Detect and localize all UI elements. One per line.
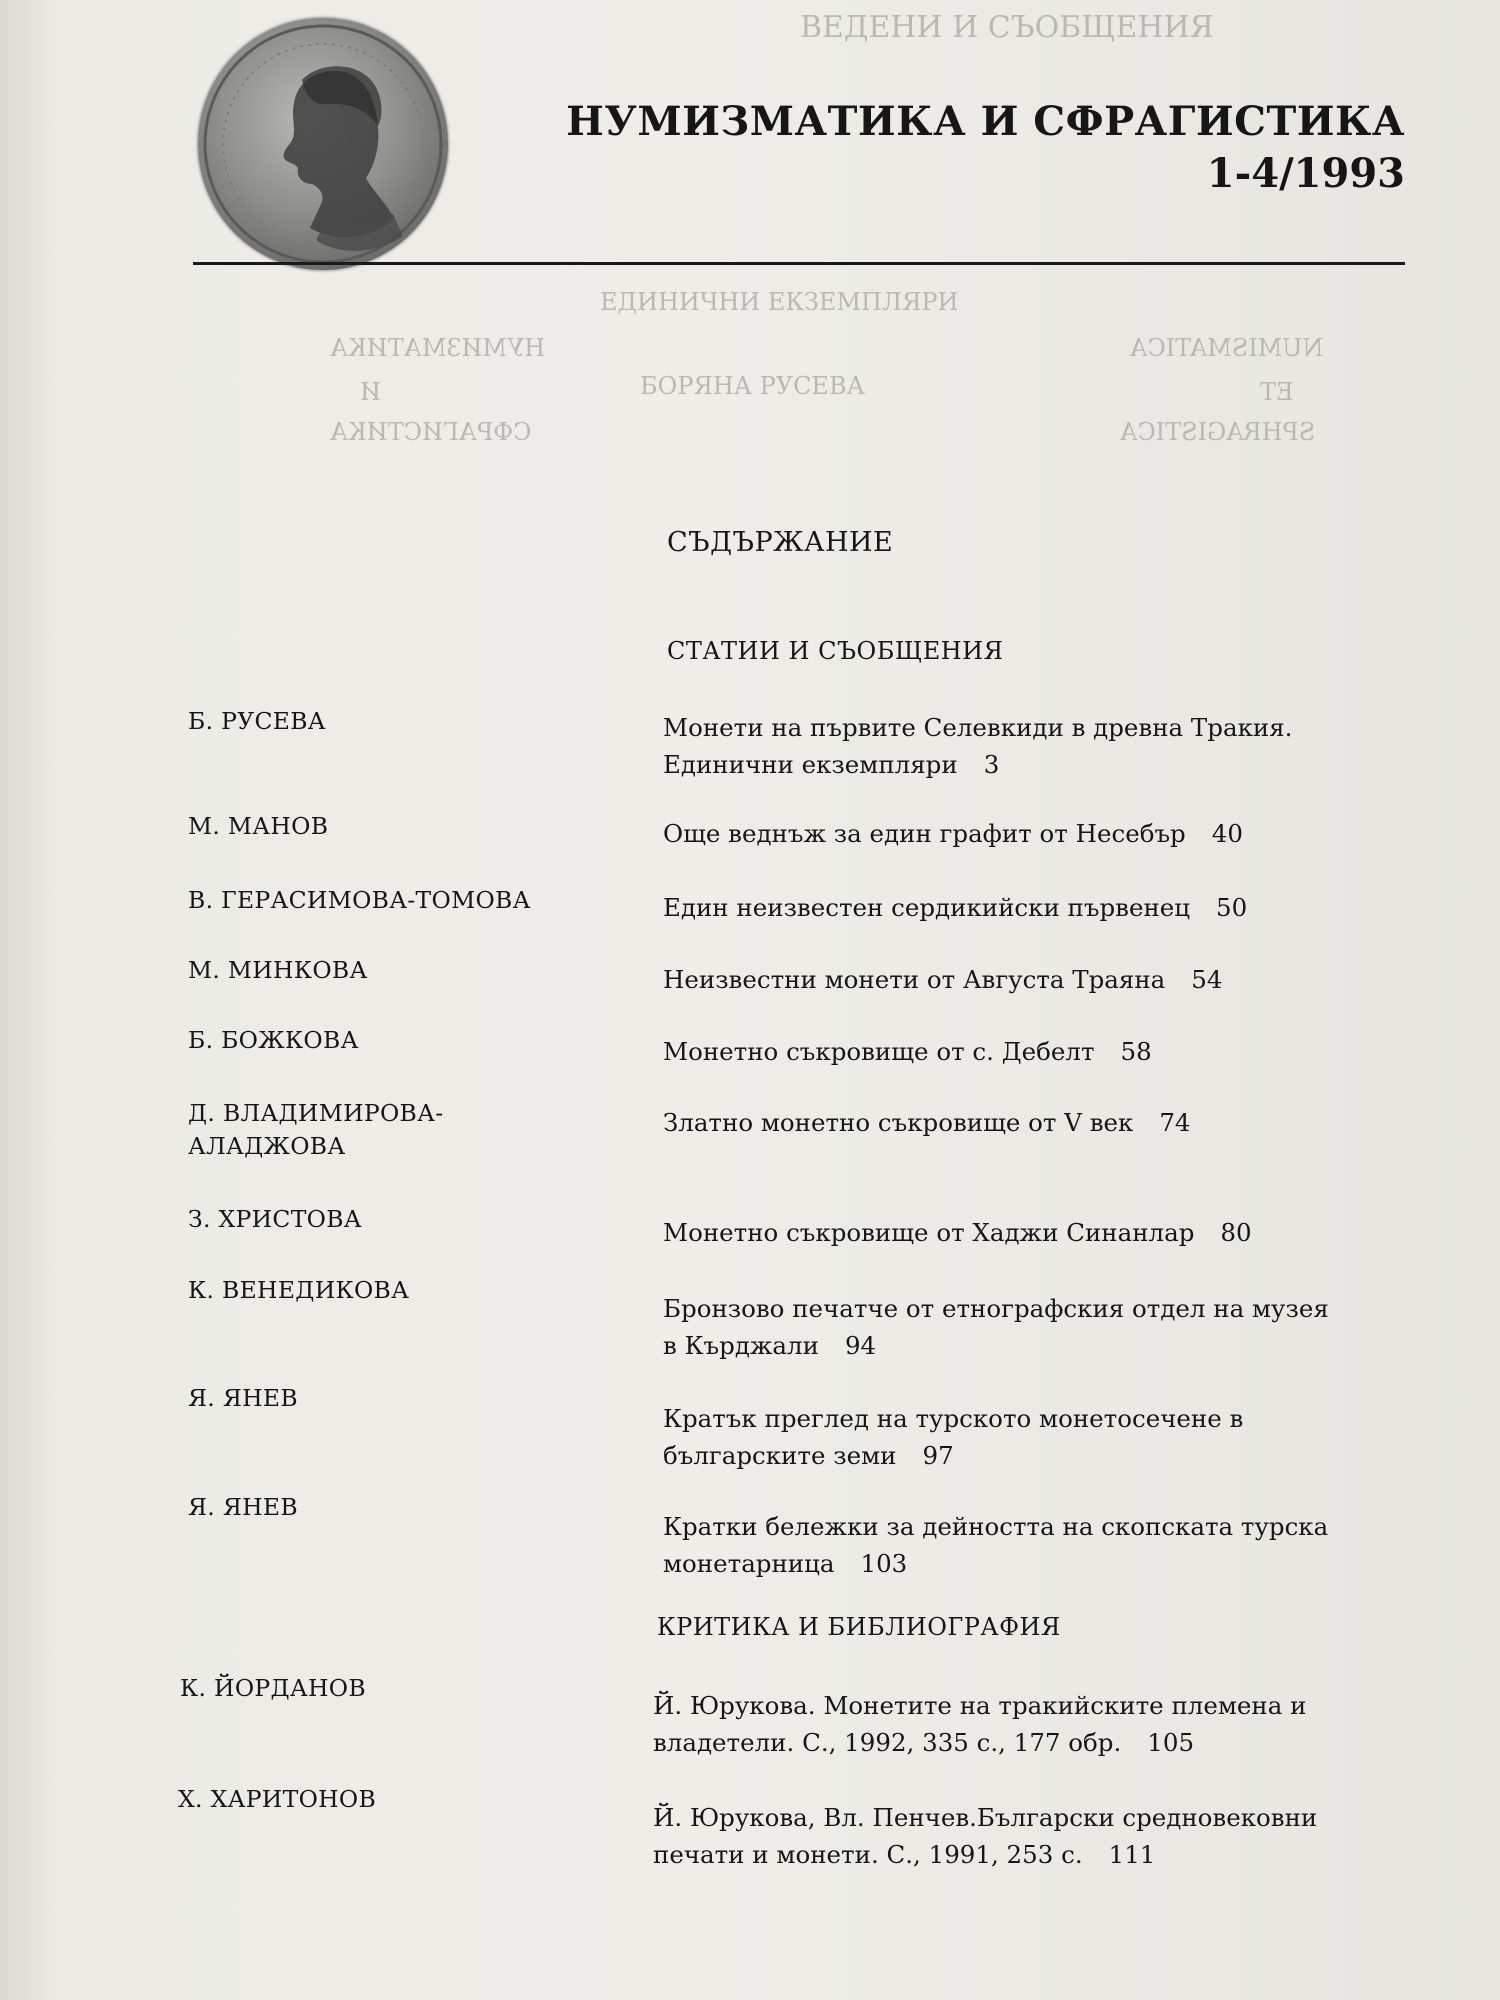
author-line: К. ЙОРДАНОВ bbox=[180, 1674, 366, 1702]
page-number: 111 bbox=[1108, 1840, 1156, 1869]
section-heading-articles: СТАТИИ И СЪОБЩЕНИЯ bbox=[667, 637, 1004, 665]
header-divider bbox=[193, 262, 1405, 265]
page-number: 3 bbox=[983, 750, 1000, 779]
entry-title bbox=[663, 1104, 1191, 1141]
entry-title bbox=[663, 1508, 1328, 1582]
entry-title bbox=[663, 1400, 1243, 1474]
entry-title bbox=[653, 1687, 1306, 1761]
title-line: Кратък преглед на турското монетосечене в bbox=[663, 1404, 1244, 1433]
entry-author bbox=[188, 1491, 298, 1524]
entry-author bbox=[188, 810, 328, 843]
title-line bbox=[663, 1104, 1191, 1141]
entry-author bbox=[178, 1783, 376, 1816]
title-line: Монети на първите Селевкиди в древна Тракия. bbox=[663, 713, 1293, 742]
title-line bbox=[663, 1437, 1243, 1474]
author-line: Б. РУСЕВА bbox=[188, 707, 326, 735]
bleed-through-left-3: СФРАГИСТИКА bbox=[330, 418, 532, 446]
entry-title bbox=[663, 961, 1222, 998]
title-line bbox=[663, 1545, 1328, 1582]
title-line: Бронзово печатче от етнографския отдел на музея bbox=[663, 1294, 1329, 1323]
entry-title bbox=[653, 1799, 1317, 1873]
entry-title bbox=[663, 889, 1247, 926]
entry-author bbox=[188, 1097, 443, 1163]
bleed-through-center-2: БОРЯНА РУСЕВА bbox=[640, 372, 865, 400]
section-heading-critique: КРИТИКА И БИБЛИОГРАФИЯ bbox=[657, 1613, 1061, 1641]
bleed-through-top: ВЕДЕНИ И СЪОБЩЕНИЯ bbox=[800, 10, 1214, 45]
page-number: 105 bbox=[1147, 1728, 1195, 1757]
title-text: Монетно съкровище от Хаджи Синанлар bbox=[663, 1218, 1195, 1247]
entry-author bbox=[188, 1274, 409, 1307]
title-line bbox=[663, 1327, 1329, 1364]
title-line bbox=[663, 1033, 1152, 1070]
entry-title bbox=[663, 815, 1243, 852]
title-text: владетели. С., 1992, 335 с., 177 обр. bbox=[653, 1728, 1122, 1757]
page-number: 54 bbox=[1191, 965, 1223, 994]
entry-author bbox=[188, 1024, 359, 1057]
bleed-through-right-2: ET bbox=[1260, 378, 1294, 406]
page-number: 94 bbox=[844, 1331, 877, 1360]
author-line: З. ХРИСТОВА bbox=[188, 1205, 362, 1233]
author-line: Я. ЯНЕВ bbox=[188, 1493, 298, 1521]
title-text: българските земи bbox=[663, 1441, 897, 1470]
entry-author bbox=[188, 705, 326, 738]
journal-title: НУМИЗМАТИКА И СФРАГИСТИКА bbox=[566, 98, 1405, 145]
page-number: 97 bbox=[922, 1441, 954, 1470]
entry-author bbox=[188, 884, 531, 917]
title-text: Още веднъж за един графит от Несебър bbox=[663, 819, 1186, 848]
author-line: АЛАДЖОВА bbox=[188, 1132, 346, 1160]
coin-emblem-icon bbox=[198, 18, 448, 270]
entry-title bbox=[663, 1290, 1329, 1364]
title-line bbox=[663, 1214, 1252, 1251]
bleed-through-right-3: SPHRAGISTICA bbox=[1120, 418, 1316, 446]
author-line: К. ВЕНЕДИКОВА bbox=[188, 1276, 410, 1304]
entry-title bbox=[663, 1214, 1252, 1251]
contents-heading: СЪДЪРЖАНИЕ bbox=[667, 527, 894, 558]
title-line bbox=[663, 815, 1243, 852]
author-line: М. МИНКОВА bbox=[188, 956, 368, 984]
author-line: Х. ХАРИТОНОВ bbox=[178, 1785, 377, 1813]
page-number: 74 bbox=[1159, 1108, 1191, 1137]
title-text: Златно монетно съкровище от V век bbox=[663, 1108, 1134, 1137]
title-text: печати и монети. С., 1991, 253 с. bbox=[653, 1840, 1083, 1869]
title-text: Единични екземпляри bbox=[663, 750, 958, 779]
title-text: Един неизвестен сердикийски първенец bbox=[663, 893, 1191, 922]
title-text: Монетно съкровище от с. Дебелт bbox=[663, 1037, 1095, 1066]
author-line: Я. ЯНЕВ bbox=[188, 1384, 298, 1412]
title-line bbox=[653, 1836, 1317, 1873]
entry-title bbox=[663, 709, 1292, 783]
entry-author bbox=[180, 1672, 366, 1705]
entry-title bbox=[663, 1033, 1152, 1070]
title-line: Й. Юрукова, Вл. Пенчев.Български средновековни bbox=[653, 1803, 1318, 1832]
page-number: 80 bbox=[1220, 1218, 1252, 1247]
entry-author bbox=[188, 1203, 362, 1236]
entry-author bbox=[188, 954, 368, 987]
bleed-through-right-1: NUMISMATICA bbox=[1130, 334, 1324, 362]
entry-author bbox=[188, 1382, 298, 1415]
page-number: 40 bbox=[1211, 819, 1243, 848]
bleed-through-center-1: ЕДИНИЧНИ ЕКЗЕМПЛЯРИ bbox=[600, 288, 959, 316]
title-text: в Кърджали bbox=[663, 1331, 819, 1360]
author-line: Д. ВЛАДИМИРОВА- bbox=[188, 1099, 444, 1127]
author-line: М. МАНОВ bbox=[188, 812, 329, 840]
title-text: Неизвестни монети от Августа Траяна bbox=[663, 965, 1166, 994]
title-line bbox=[663, 746, 1292, 783]
author-line: В. ГЕРАСИМОВА-ТОМОВА bbox=[188, 886, 531, 914]
title-line bbox=[653, 1724, 1306, 1761]
bleed-through-left-1: НУМИЗМАТИКА bbox=[330, 334, 546, 362]
title-line bbox=[663, 961, 1222, 998]
page-number: 58 bbox=[1120, 1037, 1152, 1066]
title-line: Кратки бележки за дейността на скопската турска bbox=[663, 1512, 1329, 1541]
author-line: Б. БОЖКОВА bbox=[188, 1026, 359, 1054]
page-number: 50 bbox=[1216, 893, 1248, 922]
journal-issue: 1-4/1993 bbox=[1206, 150, 1405, 197]
title-text: монетарница bbox=[663, 1549, 835, 1578]
page-number: 103 bbox=[860, 1549, 908, 1578]
title-line bbox=[663, 889, 1247, 926]
title-line: Й. Юрукова. Монетите на тракийските племена и bbox=[653, 1691, 1307, 1720]
bleed-through-left-2: И bbox=[360, 378, 381, 406]
